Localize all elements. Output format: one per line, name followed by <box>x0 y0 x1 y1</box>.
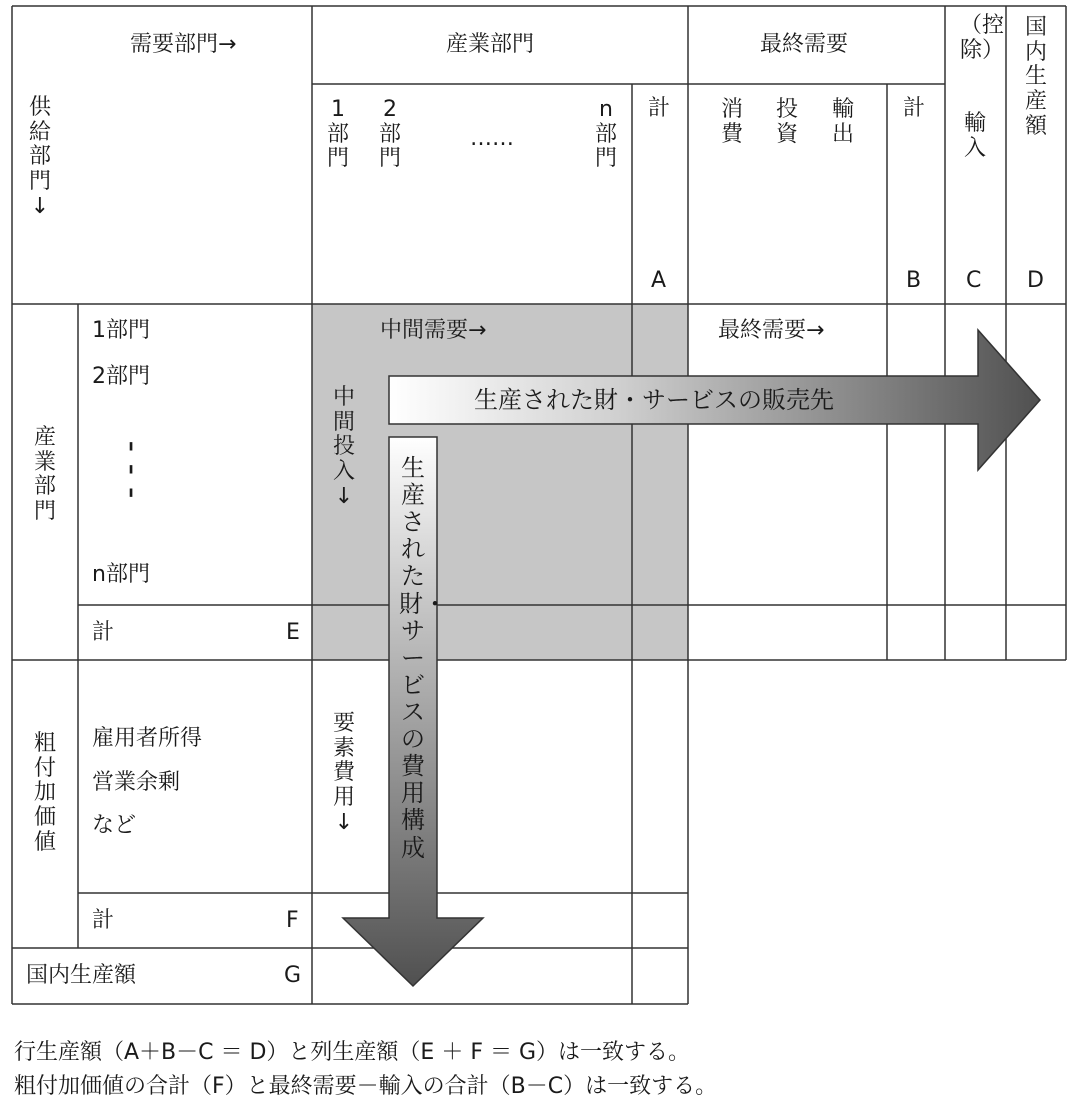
label-d: D <box>1027 268 1044 293</box>
sales-destination-text: 生産された財・サービスの販売先 <box>474 386 834 414</box>
row-domestic-production: 国内生産額 <box>26 963 137 988</box>
factor-cost-label: 要素費用↓ <box>332 711 355 835</box>
note-value-added-equality: 粗付加価値の合計（F）と最終需要－輸入の合計（B－C）は一致する。 <box>14 1074 718 1099</box>
column-sector-n: n部門 <box>594 97 617 172</box>
row-sector-2: 2部門 <box>92 364 150 389</box>
label-g: G <box>284 963 302 988</box>
note-row-column-equality: 行生産額（A＋B－C ＝ D）と列生産額（E ＋ F ＝ G）は一致する。 <box>14 1040 691 1065</box>
row-industry-sector: 産業部門 <box>33 425 56 524</box>
final-demand-header: 最終需要 <box>760 32 849 57</box>
intermediate-input-label: 中間投入↓ <box>332 385 355 509</box>
supply-sector-label: 供給部門↓ <box>28 95 51 219</box>
column-exports: 輸出 <box>831 97 854 147</box>
column-ellipsis: …… <box>470 126 514 151</box>
imports-label: 輸入 <box>963 111 986 161</box>
label-b: B <box>906 268 922 293</box>
column-investment: 投資 <box>775 97 798 147</box>
column-sector-1: 1部門 <box>326 97 349 172</box>
column-consumption: 消費 <box>720 97 743 147</box>
row-va-total: 計 <box>92 908 115 933</box>
final-demand-label: 最終需要→ <box>718 318 825 343</box>
imports-deduction-label: （控除） <box>960 13 1005 63</box>
row-total: 計 <box>92 620 115 645</box>
row-operating-surplus: 営業余剰 <box>92 770 181 795</box>
cost-structure-text: 生産された財・サービスの費用構成 <box>399 454 447 862</box>
row-sector-n: n部門 <box>92 562 150 587</box>
row-dots: ⋮ <box>118 430 144 509</box>
row-employee-income: 雇用者所得 <box>92 726 203 751</box>
label-c: C <box>966 268 982 293</box>
label-f: F <box>286 908 299 933</box>
row-value-added: 粗付加価値 <box>33 731 56 855</box>
label-e: E <box>286 620 300 645</box>
intermediate-demand-label: 中間需要→ <box>380 318 487 343</box>
demand-sector-label: 需要部門→ <box>130 32 237 57</box>
column-final-total: 計 <box>903 96 926 121</box>
row-etc: など <box>92 813 137 838</box>
column-sector-2: 2部門 <box>378 97 401 172</box>
industry-sector-header: 産業部門 <box>446 32 535 57</box>
label-a: A <box>651 268 667 293</box>
domestic-production-header: 国内生産額 <box>1024 15 1047 139</box>
row-sector-1: 1部門 <box>92 318 150 343</box>
column-total: 計 <box>648 96 671 121</box>
